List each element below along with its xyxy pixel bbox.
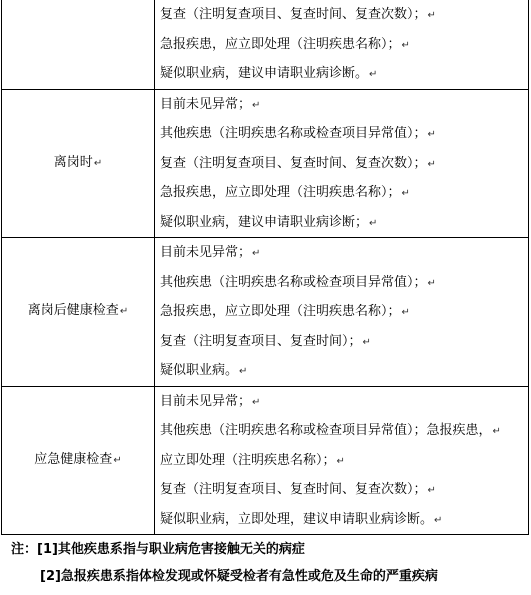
paragraph-mark-icon: ↵ [113, 454, 122, 466]
paragraph-mark-icon: ↵ [369, 217, 378, 229]
paragraph-mark-icon: ↵ [239, 366, 248, 377]
paragraph-mark-icon: ↵ [427, 158, 436, 170]
list-item: 其他疾患（注明疾患名称或检查项目异常值）；↵ [160, 274, 436, 290]
table-notes [0, 540, 531, 594]
table-row-post-leaving-exam [2, 238, 529, 387]
section-items [155, 238, 529, 387]
paragraph-mark-icon: ↵ [252, 248, 261, 259]
paragraph-mark-icon: ↵ [252, 99, 261, 111]
table-row-emergency-exam [2, 386, 529, 535]
list-item: 其他疾患（注明疾患名称或检查项目异常值）；↵ [160, 126, 436, 141]
paragraph-mark-icon: ↵ [401, 188, 410, 199]
section-label: 离岗后健康检查↵ [2, 238, 155, 387]
section-label [2, 0, 155, 89]
list-item: 复查（注明复查项目、复查时间）；↵ [160, 333, 371, 349]
paragraph-mark-icon: ↵ [427, 129, 436, 140]
list-item: 目前未见异常；↵ [160, 393, 261, 409]
list-item: 疑似职业病，建议申请职业病诊断。↵ [160, 66, 378, 81]
list-item: 急报疾患，应立即处理（注明疾患名称）；↵ [160, 304, 410, 319]
paragraph-mark-icon: ↵ [362, 336, 371, 348]
section-items [155, 386, 529, 535]
section-items [155, 89, 529, 238]
list-item: 复查（注明复查项目、复查时间、复查次数）；↵ [160, 7, 436, 22]
health-exam-conclusion-table [1, 0, 529, 535]
paragraph-mark-icon: ↵ [427, 277, 436, 289]
list-item: 疑似职业病。↵ [160, 363, 248, 378]
list-item: 急报疾患，应立即处理（注明疾患名称）；↵ [160, 185, 410, 200]
paragraph-mark-icon: ↵ [427, 485, 436, 496]
list-item: 疑似职业病，建议申请职业病诊断；↵ [160, 214, 378, 230]
list-item: 其他疾患（注明疾患名称或检查项目异常值）；急报疾患，↵ [160, 423, 501, 438]
list-item: 目前未见异常；↵ [160, 96, 261, 112]
list-item: 疑似职业病，立即处理，建议申请职业病诊断。↵ [160, 511, 443, 527]
section-label: 离岗时↵ [2, 89, 155, 238]
note-line-2: [2]急报疾患系指体检发现或怀疑受检者有急性或危及生命的严重疾病 [40, 569, 438, 584]
paragraph-mark-icon: ↵ [401, 307, 410, 318]
paragraph-mark-icon: ↵ [336, 455, 345, 467]
list-item: 应立即处理（注明疾患名称）；↵ [160, 452, 345, 468]
section-label: 应急健康检查↵ [2, 386, 155, 535]
table-row-continued [2, 0, 529, 89]
list-item: 急报疾患，应立即处理（注明疾患名称）；↵ [160, 36, 410, 52]
section-items [155, 0, 529, 89]
paragraph-mark-icon: ↵ [401, 39, 410, 51]
paragraph-mark-icon: ↵ [93, 157, 103, 169]
note-line-1: 注：[1]其他疾患系指与职业病危害接触无关的病症 [11, 542, 305, 557]
list-item: 复查（注明复查项目、复查时间、复查次数）；↵ [160, 482, 436, 497]
paragraph-mark-icon: ↵ [119, 306, 129, 318]
list-item: 复查（注明复查项目、复查时间、复查次数）；↵ [160, 155, 436, 171]
list-item: 目前未见异常；↵ [160, 245, 261, 260]
paragraph-mark-icon: ↵ [434, 514, 443, 526]
table-row-leaving-post [2, 89, 529, 238]
paragraph-mark-icon: ↵ [427, 10, 436, 21]
paragraph-mark-icon: ↵ [369, 69, 378, 80]
paragraph-mark-icon: ↵ [492, 426, 501, 437]
paragraph-mark-icon: ↵ [252, 396, 261, 408]
